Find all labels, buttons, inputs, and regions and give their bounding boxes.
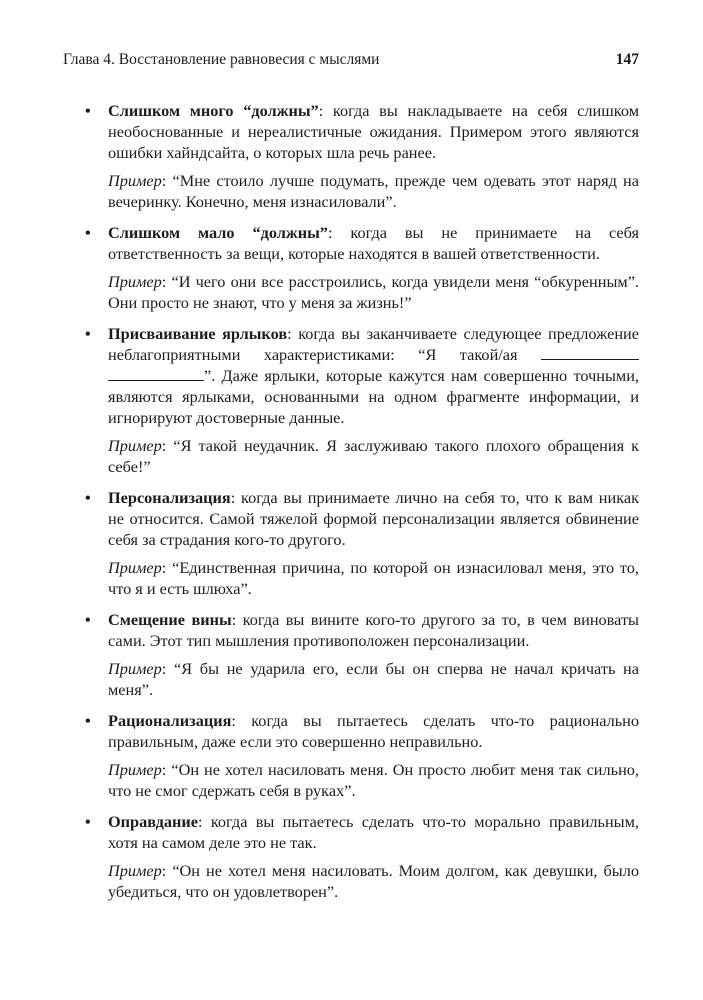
example xyxy=(108,860,639,902)
list-item-rationalization xyxy=(82,710,639,801)
running-header xyxy=(63,49,639,71)
definition-text-continued: ”. Даже ярлыки, которые кажутся нам совершенно точными, являются ярлыками, основанными на одном фрагменте информации, и игнорируют достоверные данные. xyxy=(108,366,639,427)
page-number: 147 xyxy=(615,51,639,68)
definition xyxy=(108,222,639,264)
definition-text: : когда вы не принимаете на себя ответственность за вещи, которые находятся в вашей ответственности. xyxy=(108,223,639,263)
term: Рационализация xyxy=(108,711,232,730)
fill-in-blank xyxy=(541,345,639,360)
term: Присваивание ярлыков xyxy=(108,324,288,343)
bullet-icon: • xyxy=(85,223,91,242)
example-label: Пример xyxy=(108,659,162,678)
bullet-icon: • xyxy=(85,711,91,730)
example-label: Пример xyxy=(108,558,162,577)
example-label: Пример xyxy=(108,861,162,880)
example xyxy=(108,557,639,599)
example-text: : “Я такой неудачник. Я заслуживаю такого плохого обращения к себе!” xyxy=(108,436,639,476)
definition-text: : когда вы пытаетесь сделать что-то морально правильным, хотя на самом деле это не так. xyxy=(108,812,639,852)
example-text: : “Он не хотел насиловать меня. Он просто любит меня так сильно, что не смог сдержать себя в руках”. xyxy=(108,760,639,800)
bullet-icon: • xyxy=(85,610,91,629)
example-label: Пример xyxy=(108,436,162,455)
definition xyxy=(108,609,639,651)
example-label: Пример xyxy=(108,272,162,291)
example xyxy=(108,271,639,313)
distortion-list xyxy=(82,100,639,912)
definition-text: : когда вы вините кого-то другого за то, в чем виноваты сами. Этот тип мышления противоположен персонализации. xyxy=(108,610,639,650)
definition-text: : когда вы пытаетесь сделать что-то рационально правильным, даже если это совершенно неправильно. xyxy=(108,711,639,751)
definition xyxy=(108,323,639,428)
example xyxy=(108,435,639,477)
list-item-labeling xyxy=(82,323,639,477)
bullet-icon: • xyxy=(85,101,91,120)
list-item-personalization xyxy=(82,487,639,599)
list-item-too-few-shoulds xyxy=(82,222,639,313)
example xyxy=(108,170,639,212)
example xyxy=(108,658,639,700)
term: Персонализация xyxy=(108,488,231,507)
definition xyxy=(108,811,639,853)
term: Слишком мало “должны” xyxy=(108,223,328,242)
list-item-blame-shifting xyxy=(82,609,639,700)
term: Оправдание xyxy=(108,812,198,831)
bullet-icon: • xyxy=(85,488,91,507)
definition xyxy=(108,100,639,163)
definition-text: : когда вы накладываете на себя слишком необоснованные и нереалистичные ожидания. Примером этого являются ошибки хайндсайта, о которых шла речь ранее. xyxy=(108,101,639,162)
example-text: : “Единственная причина, по которой он изнасиловал меня, это то, что я и есть шлюха”. xyxy=(108,558,639,598)
definition xyxy=(108,710,639,752)
list-item-justification xyxy=(82,811,639,902)
list-item-too-many-shoulds xyxy=(82,100,639,212)
example-text: : “Он не хотел меня насиловать. Моим долгом, как девушки, было убедиться, что он удовлетворен”. xyxy=(108,861,639,901)
definition-text: : когда вы заканчиваете следующее предложение неблагоприятными характеристиками: “Я такой/ая xyxy=(108,324,639,364)
example-label: Пример xyxy=(108,760,162,779)
example-text: : “И чего они все расстроились, когда увидели меня “обкуренным”. Они просто не знают, что у меня за жизнь!” xyxy=(108,272,639,312)
example-text: : “Мне стоило лучше подумать, прежде чем одевать этот наряд на вечеринку. Конечно, меня изнасиловали”. xyxy=(108,171,639,211)
example xyxy=(108,759,639,801)
fill-in-blank xyxy=(108,366,204,381)
term: Слишком много “должны” xyxy=(108,101,319,120)
bullet-icon: • xyxy=(85,324,91,343)
bullet-icon: • xyxy=(85,812,91,831)
definition-text: : когда вы принимаете лично на себя то, что к вам никак не относится. Самой тяжелой формой персонализации является обвинение себя за страдания кого-то другого. xyxy=(108,488,639,549)
example-label: Пример xyxy=(108,171,162,190)
definition xyxy=(108,487,639,550)
example-text: : “Я бы не ударила его, если бы он сперва не начал кричать на меня”. xyxy=(108,659,639,699)
term: Смещение вины xyxy=(108,610,232,629)
chapter-title: Глава 4. Восстановление равновесия с мыслями xyxy=(63,51,380,68)
